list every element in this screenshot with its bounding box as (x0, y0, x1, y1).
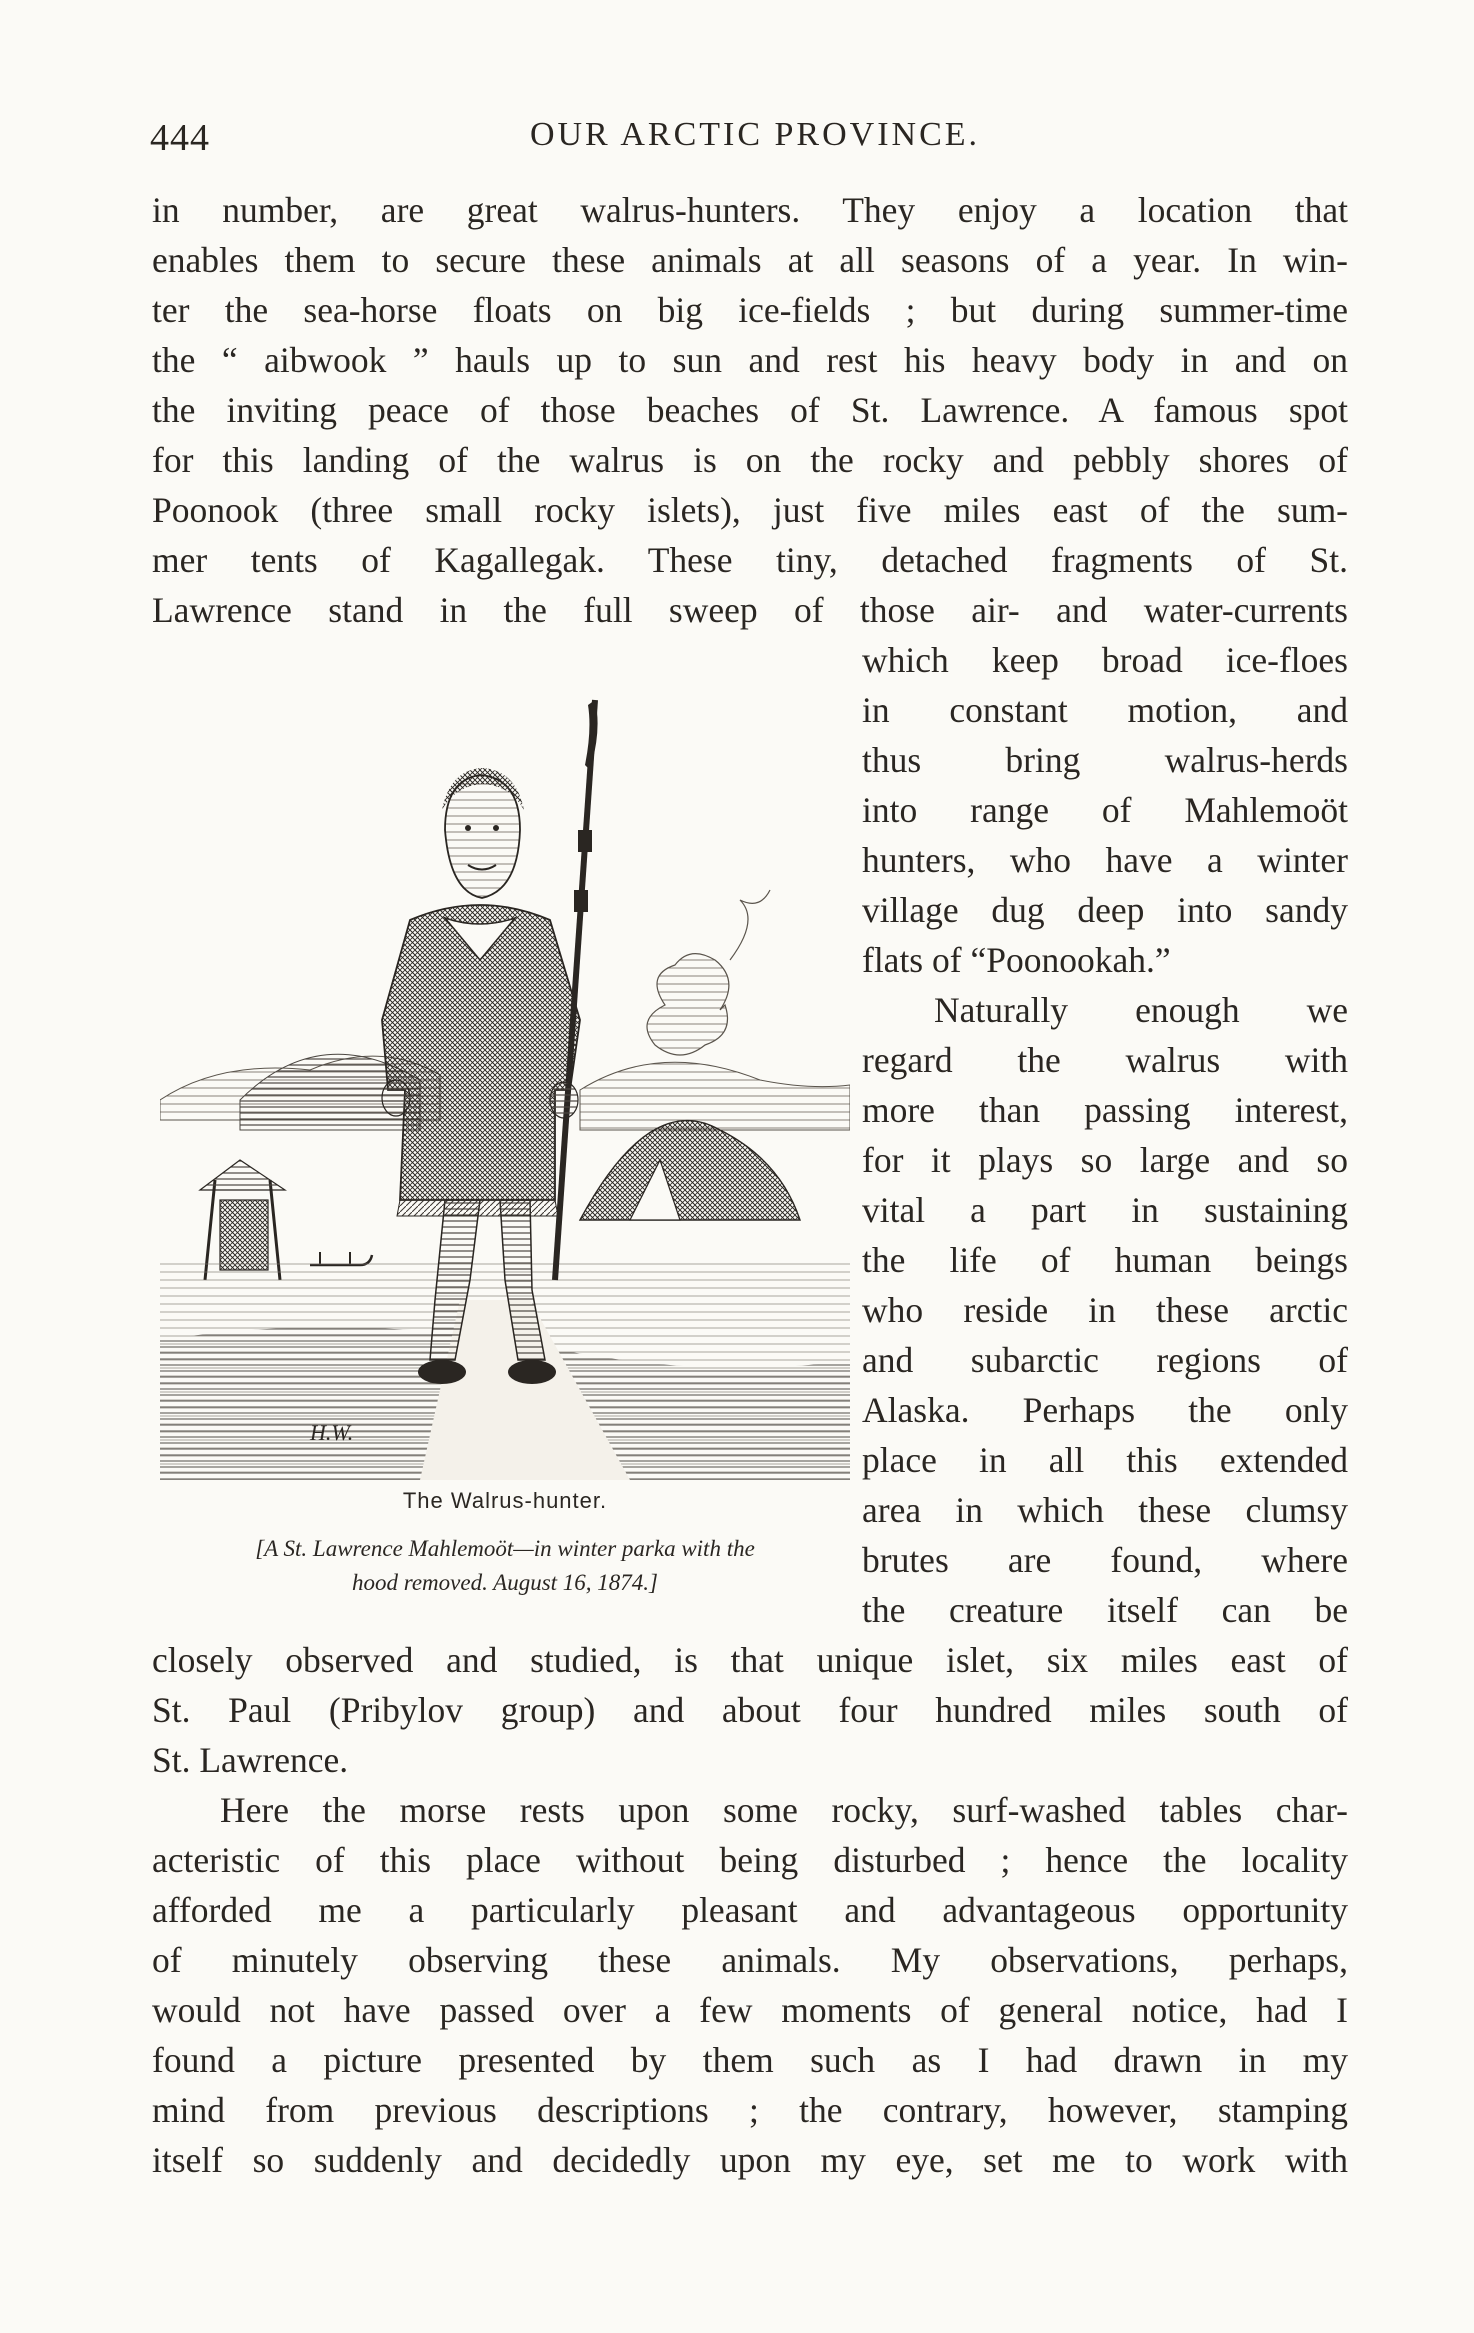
text-line: flats of “Poonookah.” (862, 940, 1171, 980)
text-line: Alaska. Perhaps the only (862, 1390, 1348, 1430)
text-line: mind from previous descriptions ; the contrary, however, stamping (152, 2090, 1348, 2130)
hill-right (580, 1062, 850, 1130)
page-number: 444 (150, 117, 210, 159)
figure-caption-line: [A St. Lawrence Mahlemoöt—in winter parka with the (255, 1536, 755, 1561)
paragraph-start: Naturally enough we (934, 990, 1348, 1030)
page-header (150, 108, 1360, 158)
text-line: afforded me a particularly pleasant and advantageous opportunity (152, 1890, 1348, 1930)
turf-house (580, 1121, 800, 1220)
text-line: closely observed and studied, is that unique islet, six miles east of (152, 1640, 1348, 1680)
running-head: OUR ARCTIC PROVINCE. (529, 116, 981, 153)
text-line: thus bring walrus-herds (862, 740, 1348, 780)
text-line: and subarctic regions of (862, 1340, 1348, 1380)
text-line: in constant motion, and (862, 690, 1348, 730)
text-line: St. Lawrence. (152, 1740, 349, 1780)
text-line: acteristic of this place without being disturbed ; hence the locality (152, 1840, 1348, 1880)
text-line: into range of Mahlemoöt (862, 790, 1348, 830)
text-line: the inviting peace of those beaches of St. Lawrence. A famous spot (152, 390, 1348, 430)
figure-caption (160, 1532, 850, 1600)
text-line: the creature itself can be (862, 1590, 1348, 1630)
paragraph-start: Here the morse rests upon some rocky, surf-washed tables char- (220, 1790, 1348, 1830)
text-line: area in which these clumsy (862, 1490, 1348, 1530)
text-line: hunters, who have a winter (862, 840, 1348, 880)
text-line: in number, are great walrus-hunters. They enjoy a location that (152, 190, 1348, 230)
text-line: the life of human beings (862, 1240, 1348, 1280)
figure-caption-line: hood removed. August 16, 1874.] (351, 1570, 658, 1595)
text-line: village dug deep into sandy (862, 890, 1348, 930)
text-line: for this landing of the walrus is on the rocky and pebbly shores of (152, 440, 1348, 480)
text-line: for it plays so large and so (862, 1140, 1348, 1180)
figure-title: The Walrus-hunter. (402, 1488, 608, 1513)
text-line: the “ aibwook ” hauls up to sun and rest his heavy body in and on (152, 340, 1348, 380)
text-line: enables them to secure these animals at all seasons of a year. In win- (152, 240, 1348, 280)
walrus-hunter-engraving (160, 660, 850, 1480)
text-line: regard the walrus with (862, 1040, 1348, 1080)
text-line: Lawrence stand in the full sweep of those air- and water-currents (152, 590, 1348, 630)
text-line: brutes are found, where (862, 1540, 1348, 1580)
text-line: itself so suddenly and decidedly upon my eye, set me to work with (152, 2140, 1348, 2180)
text-line: would not have passed over a few moments of general notice, had I (152, 1990, 1348, 2030)
text-line: place in all this extended (862, 1440, 1348, 1480)
text-line: who reside in these arctic (862, 1290, 1348, 1330)
text-line: which keep broad ice-floes (862, 640, 1348, 680)
text-line: vital a part in sustaining (862, 1190, 1348, 1230)
text-line: found a picture presented by them such as I had drawn in my (152, 2040, 1348, 2080)
smoke (647, 954, 729, 1055)
text-line: St. Paul (Pribylov group) and about four hundred miles south of (152, 1690, 1348, 1730)
text-line: Poonook (three small rocky islets), just five miles east of the sum- (152, 490, 1348, 530)
text-line: of minutely observing these animals. My observations, perhaps, (152, 1940, 1348, 1980)
text-line: mer tents of Kagallegak. These tiny, detached fragments of St. (152, 540, 1348, 580)
engraver-signature: H.W. (310, 1420, 354, 1445)
text-line: more than passing interest, (862, 1090, 1348, 1130)
text-line: ter the sea-horse floats on big ice-fields ; but during summer-time (152, 290, 1348, 330)
